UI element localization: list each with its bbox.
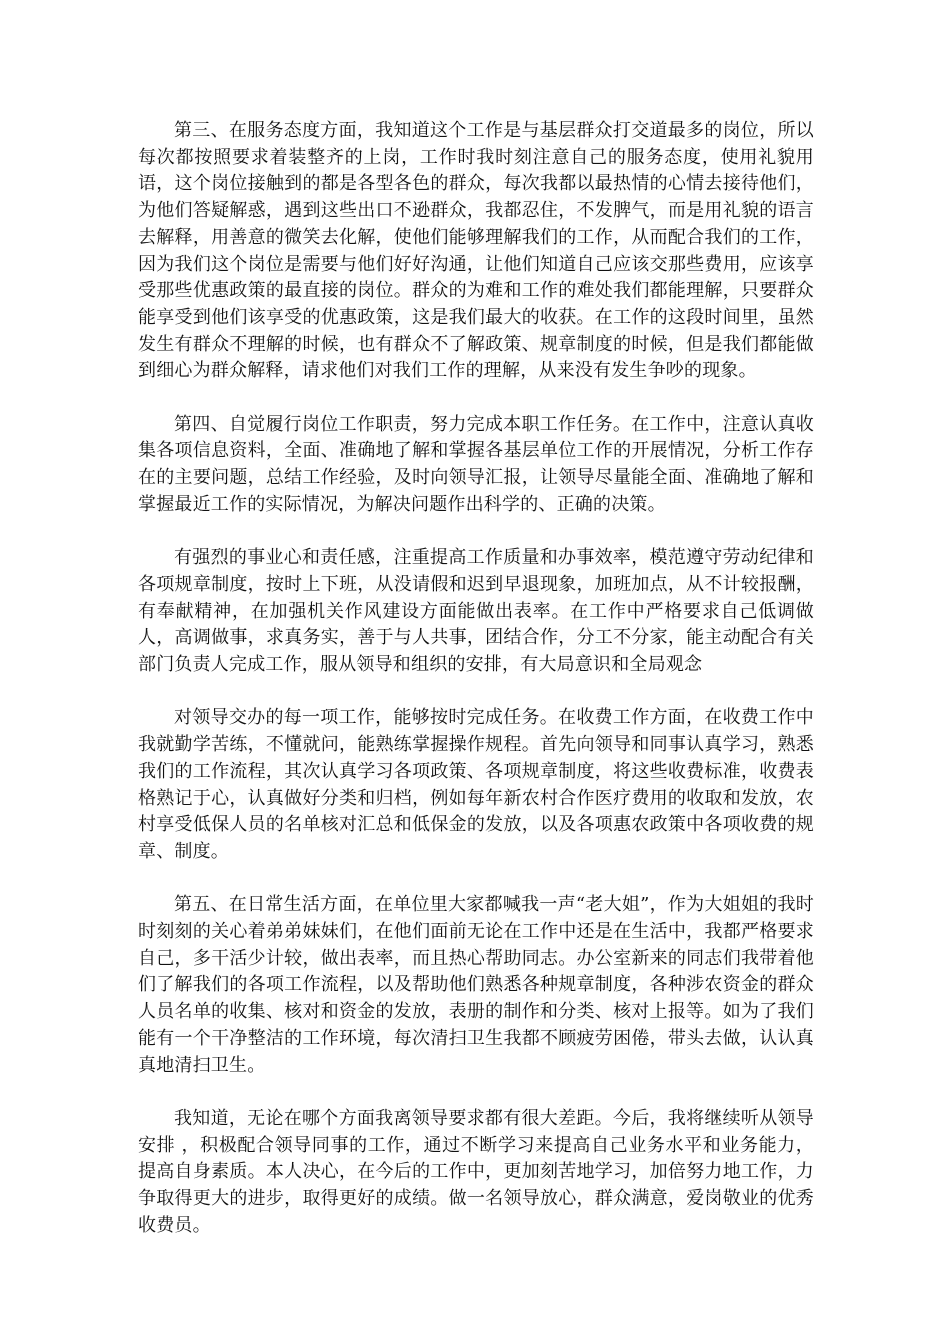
paragraph-gap bbox=[138, 679, 814, 706]
paragraph-service-attitude: 第三、在服务态度方面，我知道这个工作是与基层群众打交道最多的岗位，所以每次都按照要求着装整齐的上岗，工作时我时刻注意自己的服务态度，使用礼貌用语，这个岗位接触到的都是各型各色的群众，每次我都以最热情的心情去接待他们，为他们答疑解惑，遇到这些出口不逊群众，我都忍住，不发脾气，而是用礼貌的语言去解释，用善意的微笑去化解，使他们能够理解我们的工作，从而配合我们的工作，因为我们这个岗位是需要与他们好好沟通，让他们知道自己应该交那些费用，应该享受那些优惠政策的最直接的岗位。群众的为难和工作的难处我们都能理解，只要群众能享受到他们该享受的优惠政策，这是我们最大的收获。在工作的这段时间里，虽然发生有群众不理解的时候，也有群众不了解政策、规章制度的时候，但是我们都能做到细心为群众解释，请求他们对我们工作的理解，从来没有发生争吵的现象。 bbox=[138, 120, 814, 382]
paragraph-responsibility: 有强烈的事业心和责任感，注重提高工作质量和办事效率，模范遵守劳动纪律和各项规章制度，按时上下班，从没请假和迟到早退现象，加班加点，从不计较报酬，有奉献精神，在加强机关作风建设方面能做出表率。在工作中严格要求自己低调做人，高调做事，求真务实，善于与人共事，团结合作，分工不分家，能主动配合有关部门负责人完成工作，服从领导和组织的安排，有大局意识和全局观念 bbox=[138, 547, 814, 676]
paragraph-gap bbox=[138, 519, 814, 546]
paragraph-fee-work: 对领导交办的每一项工作，能够按时完成任务。在收费工作方面，在收费工作中我就勤学苦练，不懂就问，能熟练掌握操作规程。首先向领导和同事认真学习，熟悉我们的工作流程，其次认真学习各项政策、各项规章制度，将这些收费标准，收费表格熟记于心，认真做好分类和归档，例如每年新农村合作医疗费用的收取和发放，农村享受低保人员的名单核对汇总和低保金的发放，以及各项惠农政策中各项收费的规章、制度。 bbox=[138, 707, 814, 862]
paragraph-job-duties: 第四、自觉履行岗位工作职责，努力完成本职工作任务。在工作中，注意认真收集各项信息资料，全面、准确地了解和掌握各基层单位工作的开展情况，分析工作存在的主要问题，总结工作经验，及时向领导汇报，让领导尽量能全面、准确地了解和掌握最近工作的实际情况，为解决问题作出科学的、正确的决策。 bbox=[138, 413, 814, 515]
document-body bbox=[138, 118, 814, 1239]
paragraph-conclusion: 我知道，无论在哪个方面我离领导要求都有很大差距。今后，我将继续听从领导安排 ，积极配合领导同事的工作，通过不断学习来提高自己业务水平和业务能力，提高自身素质。本人决心，在今后的工作中，更加刻苦地学习，加倍努力地工作，力争取得更大的进步，取得更好的成绩。做一名领导放心，群众满意，爱岗敬业的优秀收费员。 bbox=[138, 1107, 814, 1236]
paragraph-daily-life: 第五、在日常生活方面，在单位里大家都喊我一声“老大姐”，作为大姐姐的我时时刻刻的关心着弟弟妹妹们，在他们面前无论在工作中还是在生活中，我都严格要求自己，多干活少计较，做出表率，而且热心帮助同志。办公室新来的同志们我带着他们了解我们的各项工作流程，以及帮助他们熟悉各种规章制度，各种涉农资金的群众人员名单的收集、核对和资金的发放，表册的制作和分类、核对上报等。如为了我们能有一个干净整洁的工作环境，每次清扫卫生我都不顾疲劳困倦，带头去做，认认真真地清扫卫生。 bbox=[138, 894, 814, 1076]
paragraph-gap bbox=[138, 866, 814, 893]
paragraph-gap bbox=[138, 385, 814, 412]
paragraph-gap bbox=[138, 1079, 814, 1106]
